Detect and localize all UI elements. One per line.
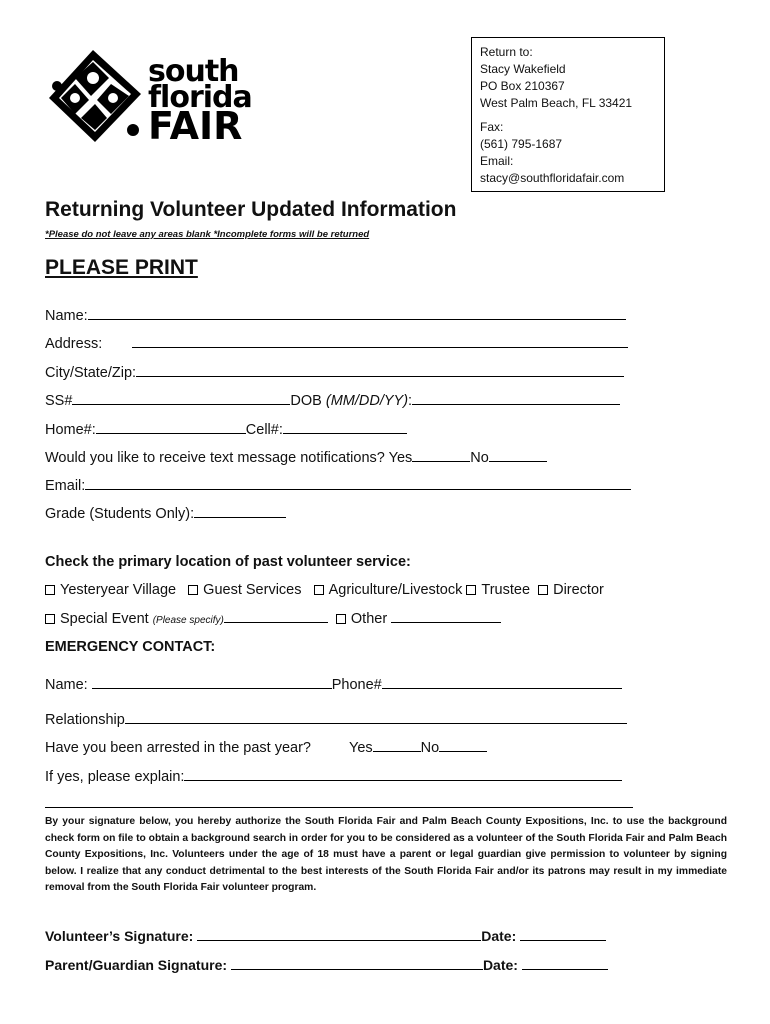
- text-no-line[interactable]: [489, 449, 547, 462]
- ssn-line[interactable]: [72, 392, 290, 405]
- volunteer-signature-line[interactable]: [197, 928, 481, 941]
- email-address: stacy@southfloridafair.com: [480, 171, 625, 185]
- fax-label: Fax:: [480, 120, 504, 134]
- explain-line-2[interactable]: [45, 807, 633, 808]
- checkbox-icon[interactable]: [45, 614, 55, 624]
- home-label: Home#:: [45, 422, 96, 438]
- name-line[interactable]: [88, 307, 626, 320]
- option-trustee[interactable]: [466, 582, 530, 598]
- return-city: West Palm Beach, FL 33421: [480, 96, 633, 110]
- checkbox-icon[interactable]: [188, 585, 198, 595]
- explain-label: If yes, please explain:: [45, 769, 185, 785]
- text-question: Would you like to receive text message notifications? Yes: [45, 450, 413, 466]
- dob-line[interactable]: [412, 392, 620, 405]
- parent-signature-line[interactable]: [231, 957, 483, 970]
- volunteer-date-line[interactable]: [520, 928, 606, 941]
- form-title: Returning Volunteer Updated Information: [45, 198, 457, 221]
- emergency-name-row: [45, 676, 622, 693]
- arrested-no-label: No: [420, 740, 440, 756]
- return-po-box: PO Box 210367: [480, 79, 565, 93]
- location-options-row-2: [45, 610, 501, 627]
- option-other[interactable]: [336, 611, 387, 627]
- option-label: Guest Services: [203, 582, 302, 598]
- relationship-label: Relationship: [45, 712, 125, 728]
- option-label: Special Event: [60, 611, 149, 627]
- city-label: City/State/Zip:: [45, 365, 137, 381]
- dob-label: DOB: [290, 393, 322, 409]
- emergency-name-line[interactable]: [92, 676, 332, 689]
- option-label: Agriculture/Livestock: [328, 582, 463, 598]
- grade-label: Grade (Students Only):: [45, 506, 195, 522]
- return-address-box: [471, 37, 665, 192]
- checkbox-icon[interactable]: [538, 585, 548, 595]
- explain-line[interactable]: [184, 768, 622, 781]
- please-specify: (Please specify): [152, 615, 224, 626]
- text-yes-line[interactable]: [412, 449, 470, 462]
- please-print-heading: PLEASE PRINT: [45, 256, 198, 279]
- authorization-text: By your signature below, you hereby authorize the South Florida Fair and Palm Beach County Expositions, Inc. to use the background check form on file to obtain a background search in order for you to be considered as a volunteer of the South Florida Fair and Palm Beach County Expositions, Inc. Volunteers under the age of 18 must have a parent or legal guardian give permission to volunteer by signing below. I realize that any conduct detrimental to the best interests of the South Florida Fair and/or its patrons may result in my immediate removal from the South Florida Fair volunteer program.: [45, 816, 727, 893]
- email-label: Email:: [480, 154, 514, 168]
- name-label: Name:: [45, 308, 88, 324]
- cell-label: Cell#:: [245, 422, 283, 438]
- logo-text-south: south: [148, 54, 239, 89]
- name-row: [45, 307, 626, 324]
- special-event-line[interactable]: [224, 610, 328, 623]
- option-label: Trustee: [481, 582, 531, 598]
- ssn-dob-row: [45, 392, 620, 409]
- parent-signature-row: [45, 957, 608, 973]
- arrested-question: Have you been arrested in the past year?: [45, 740, 311, 756]
- relationship-row: [45, 711, 627, 728]
- email-field-label: Email:: [45, 478, 86, 494]
- ssn-label: SS#: [45, 393, 73, 409]
- volunteer-date-label: Date:: [481, 928, 517, 944]
- arrested-yes-label: Yes: [349, 740, 373, 756]
- home-line[interactable]: [96, 421, 246, 434]
- option-label: Director: [553, 582, 604, 598]
- address-row: [45, 335, 628, 352]
- return-label: Return to:: [480, 45, 533, 59]
- return-name: Stacy Wakefield: [480, 62, 566, 76]
- option-agriculture[interactable]: [314, 582, 463, 598]
- option-yesteryear[interactable]: [45, 582, 176, 598]
- checkbox-icon[interactable]: [466, 585, 476, 595]
- emergency-phone-line[interactable]: [382, 676, 622, 689]
- logo-text-florida: florida: [148, 80, 252, 115]
- location-heading: Check the primary location of past volunteer service:: [45, 554, 411, 570]
- text-no-label: No: [470, 450, 489, 466]
- grade-row: [45, 505, 286, 522]
- arrested-yes-line[interactable]: [373, 739, 421, 752]
- other-line[interactable]: [391, 610, 501, 623]
- emergency-heading: EMERGENCY CONTACT:: [45, 639, 216, 655]
- volunteer-signature-row: [45, 928, 606, 944]
- fax-number: (561) 795-1687: [480, 137, 563, 151]
- emergency-phone-label: Phone#: [331, 677, 382, 693]
- dob-format: (MM/DD/YY): [325, 393, 409, 409]
- volunteer-signature-label: Volunteer’s Signature:: [45, 928, 194, 944]
- checkbox-icon[interactable]: [45, 585, 55, 595]
- option-label: Other: [350, 611, 388, 627]
- relationship-line[interactable]: [125, 711, 627, 724]
- address-line[interactable]: [132, 335, 628, 348]
- arrested-row: [45, 739, 487, 756]
- location-options-row: [45, 582, 604, 598]
- address-label: Address:: [45, 336, 103, 352]
- city-line[interactable]: [136, 364, 624, 377]
- logo-text-fair: FAIR: [148, 104, 243, 148]
- parent-signature-label: Parent/Guardian Signature:: [45, 957, 228, 973]
- email-row: [45, 477, 631, 494]
- fair-logo-icon: [45, 48, 145, 144]
- checkbox-icon[interactable]: [336, 614, 346, 624]
- parent-date-line[interactable]: [522, 957, 608, 970]
- emergency-name-label: Name:: [45, 677, 88, 693]
- text-notification-row: [45, 449, 547, 466]
- dob-colon: :: [408, 393, 413, 409]
- phone-row: [45, 421, 407, 438]
- checkbox-icon[interactable]: [314, 585, 324, 595]
- option-guest-services[interactable]: [188, 582, 301, 598]
- form-subnote: *Please do not leave any areas blank *Incomplete forms will be returned: [45, 229, 370, 240]
- option-label: Yesteryear Village: [60, 582, 177, 598]
- parent-date-label: Date:: [482, 957, 518, 973]
- option-special-event[interactable]: [45, 611, 149, 627]
- city-row: [45, 364, 624, 381]
- cell-line[interactable]: [283, 421, 407, 434]
- option-director[interactable]: [538, 582, 604, 598]
- explain-row: [45, 768, 622, 785]
- grade-line[interactable]: [194, 505, 286, 518]
- arrested-no-line[interactable]: [439, 739, 487, 752]
- email-line[interactable]: [85, 477, 631, 490]
